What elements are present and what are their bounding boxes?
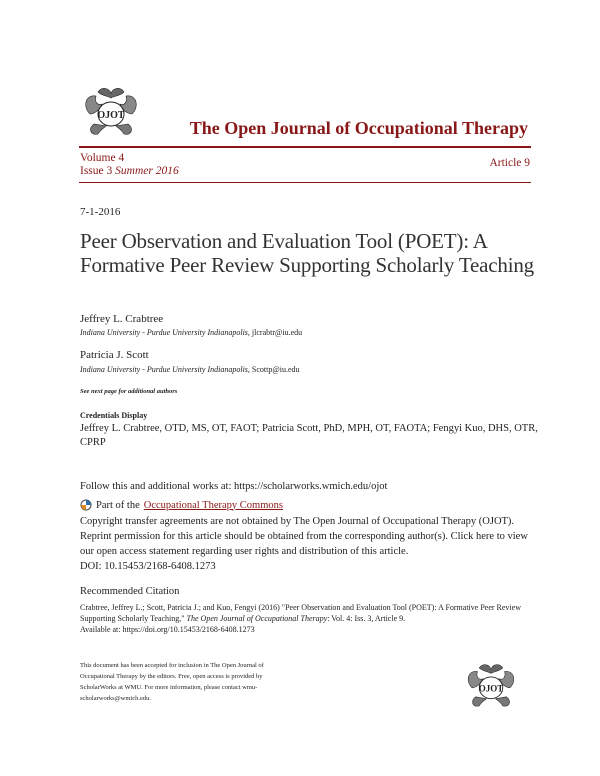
author-affiliation: Indiana University - Purdue University Indianapolis, jlcrabtr@iu.edu: [80, 328, 303, 337]
author-name: Patricia J. Scott: [80, 349, 149, 361]
see-next-page-note: See next page for additional authors: [80, 388, 178, 395]
author-email[interactable]: jlcrabtr@iu.edu: [251, 328, 303, 337]
author-email[interactable]: Scottp@iu.edu: [251, 365, 300, 374]
footer-note: This document has been accepted for inclusion in The Open Journal of Occupational Therapy by the editors. Free, open access is provided by ScholarWorks at WMU. For more information, please contact wmu-scholarworks@wmich.edu.: [80, 662, 264, 702]
copyright-statement: Copyright transfer agreements are not obtained by The Open Journal of Occupational Therapy (OJOT). Reprint permission for this article should be obtained from the corresponding author(s). Click here to view our open access statement regarding user rights and distribution of this article. DOI: 10.15453/2168-6408.1273: [80, 516, 528, 572]
follow-line: Follow this and additional works at: https://scholarworks.wmich.edu/ojot: [80, 481, 388, 492]
journal-logo: [80, 84, 142, 140]
doi: DOI: 10.15453/2168-6408.1273: [80, 561, 216, 572]
open-access-here-link[interactable]: here: [476, 531, 495, 542]
credentials-label: Credentials Display: [80, 411, 148, 420]
author-affiliation: Indiana University - Purdue University Indianapolis, Scottp@iu.edu: [80, 365, 300, 374]
svg-text:OJOT: OJOT: [478, 683, 504, 694]
volume-link[interactable]: Volume 4: [80, 152, 125, 164]
issue-link[interactable]: Issue 3 Summer 2016: [80, 165, 179, 177]
journal-title[interactable]: The Open Journal of Occupational Therapy: [189, 118, 528, 138]
header-divider-bottom: [79, 182, 531, 183]
network-pin-icon: [80, 499, 92, 511]
article-title[interactable]: Peer Observation and Evaluation Tool (POET): A Formative Peer Review Supporting Scholarly Teaching: [80, 229, 534, 277]
article-number: Article 9: [489, 157, 530, 169]
citation-doi-link[interactable]: Available at: https://doi.org/10.15453/2168-6408.1273: [80, 625, 255, 634]
recommended-citation-text: Crabtree, Jeffrey L.; Scott, Patricia J.; and Kuo, Fengyi (2016) "Peer Observation and Evaluation Tool (POET): A Formative Peer Review Supporting Scholarly Teaching," The Open Journal of Occupational Therapy: Vol. 4: Iss. 3, Article 9. Available at: https://doi.org/10.15453/2168-6408.1273: [80, 603, 521, 634]
volume-issue: [80, 152, 179, 178]
occupational-therapy-commons-link[interactable]: Occupational Therapy Commons: [143, 499, 283, 511]
journal-logo-footer: [463, 660, 519, 712]
svg-text:OJOT: OJOT: [97, 110, 125, 121]
recommended-citation-label: Recommended Citation: [80, 586, 180, 597]
credentials-text: Jeffrey L. Crabtree, OTD, MS, OT, FAOT; Patricia Scott, PhD, MPH, OT, FAOTA; Fengyi Kuo, DHS, OTR, CPRP: [80, 423, 538, 448]
author-name: Jeffrey L. Crabtree: [80, 313, 164, 325]
publication-date: 7-1-2016: [80, 206, 121, 218]
follow-url-link[interactable]: https://scholarworks.wmich.edu/ojot: [234, 481, 388, 492]
part-of-line: Part of the Occupational Therapy Commons: [80, 499, 283, 511]
header-divider: [79, 146, 531, 148]
